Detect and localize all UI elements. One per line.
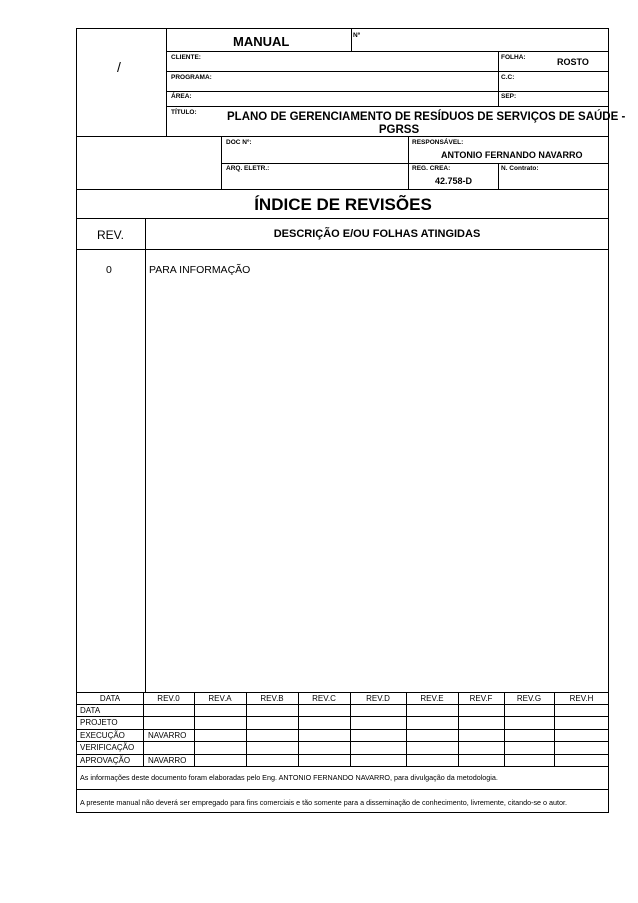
footer-note-authorship: As informações deste documento foram elaboradas pelo Eng. ANTONIO FERNANDO NAVARRO, para divulgação da metodologia. bbox=[80, 773, 498, 782]
cc-label: C.C: bbox=[501, 74, 515, 81]
area-label: ÁREA: bbox=[171, 93, 192, 100]
approval-row-label: APROVAÇÃO bbox=[80, 756, 131, 765]
number-label: Nº bbox=[353, 32, 361, 39]
approval-row-label: DATA bbox=[80, 706, 101, 715]
approval-row-label: PROJETO bbox=[80, 718, 118, 727]
approval-row-label: EXECUÇÃO bbox=[80, 731, 125, 740]
approval-header-data: DATA bbox=[99, 694, 121, 703]
approval-header-rev0: REV.0 bbox=[157, 694, 180, 703]
approval-header-reve: REV.E bbox=[420, 694, 444, 703]
col-desc-header: DESCRIÇÃO E/OU FOLHAS ATINGIDAS bbox=[273, 228, 481, 240]
approval-header-reva: REV.A bbox=[208, 694, 232, 703]
folha-value: ROSTO bbox=[557, 57, 589, 67]
footer-note-usage: A presente manual não deverá ser empregado para fins comerciais e tão somente para a disseminação de conhecimento, livremente, citando-se o autor. bbox=[80, 798, 568, 807]
programa-label: PROGRAMA: bbox=[171, 74, 212, 81]
approval-row-rev0-value: NAVARRO bbox=[148, 731, 187, 740]
crea-value: 42.758-D bbox=[435, 176, 473, 186]
doc-type-title: MANUAL bbox=[233, 34, 290, 49]
doc-no-label: DOC Nº: bbox=[226, 139, 252, 146]
crea-label: REG. CREA: bbox=[412, 165, 451, 172]
revision-row-desc: PARA INFORMAÇÃO bbox=[149, 264, 251, 276]
responsavel-value: ANTONIO FERNANDO NAVARRO bbox=[441, 150, 583, 160]
responsavel-label: RESPONSÁVEL: bbox=[412, 139, 464, 146]
titulo-label: TÍTULO: bbox=[171, 109, 197, 116]
approval-row-rev0-value: NAVARRO bbox=[148, 756, 187, 765]
approval-header-revb: REV.B bbox=[260, 694, 284, 703]
revision-row-rev: 0 bbox=[106, 264, 112, 276]
titulo-line2: PGRSS bbox=[378, 124, 420, 136]
approval-header-revg: REV.G bbox=[516, 694, 542, 703]
header-slash: / bbox=[117, 59, 121, 75]
approval-header-revc: REV.C bbox=[312, 694, 336, 703]
approval-header-revf: REV.F bbox=[469, 694, 493, 703]
sep-label: SEP: bbox=[501, 93, 517, 100]
cliente-label: CLIENTE: bbox=[171, 54, 201, 61]
folha-label: FOLHA: bbox=[501, 54, 526, 61]
approval-header-revd: REV.D bbox=[366, 694, 390, 703]
contrato-label: N. Contrato: bbox=[501, 165, 539, 172]
approval-row-label: VERIFICAÇÃO bbox=[80, 743, 135, 752]
document-frame bbox=[76, 28, 626, 813]
arq-label: ARQ. ELETR.: bbox=[226, 165, 270, 172]
col-rev-header: REV. bbox=[97, 228, 124, 242]
titulo-line1: PLANO DE GERENCIAMENTO DE RESÍDUOS DE SERVIÇOS DE SAÚDE - bbox=[227, 111, 626, 123]
approval-header-revh: REV.H bbox=[569, 694, 594, 703]
revisions-title: ÍNDICE DE REVISÕES bbox=[254, 195, 432, 214]
